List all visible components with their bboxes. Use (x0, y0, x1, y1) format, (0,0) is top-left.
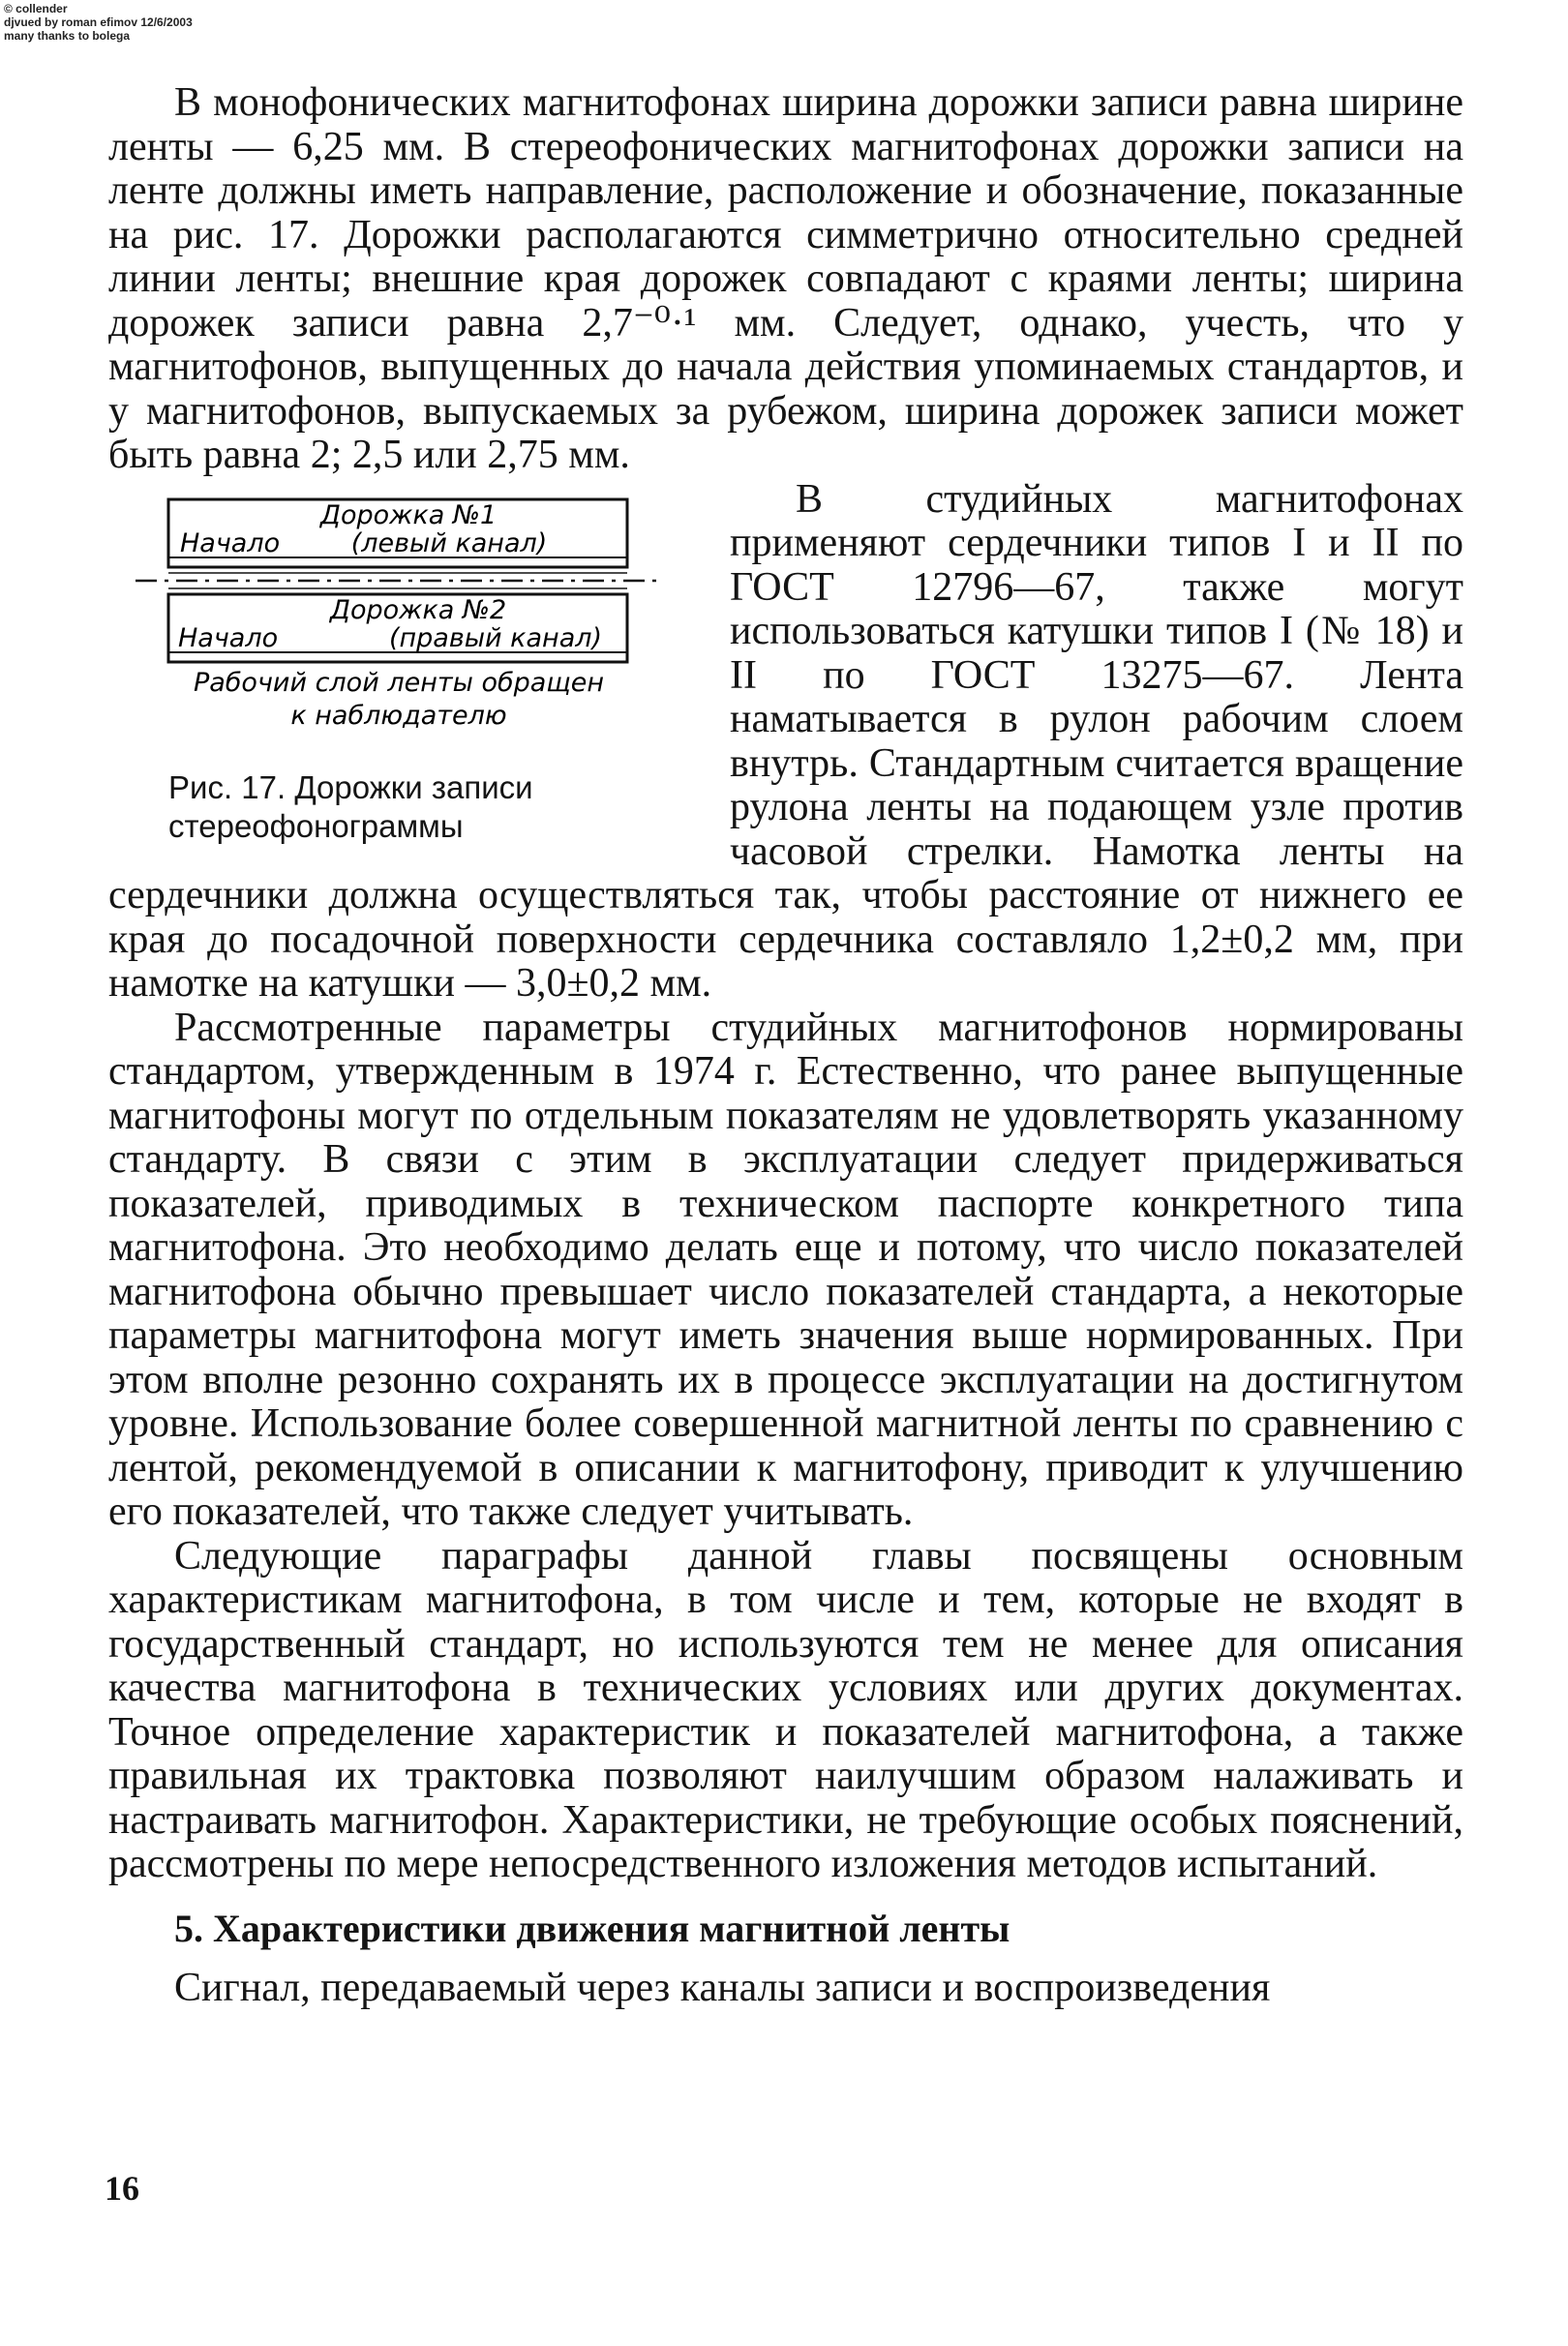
paragraph-4: Следующие параграфы данной главы посвящены основным характеристикам магнитофона, в том числе и тем, которые не входят в государственный стандарт, но используются тем не менее для описания качества магнитофона в технических условиях или других документах. Точное определение характеристик и показателей магнитофона, а также правильная их трактовка позволяют наилучшим образом налаживать и настраивать магнитофон. Характеристики, не требующие особых пояснений, рассмотрены по мере непосредственного изложения методов испытаний. (108, 1533, 1463, 1886)
figure-caption: Рис. 17. Дорожки записи стереофонограммы (168, 768, 533, 844)
track-1-start: Начало (180, 527, 281, 558)
paragraph-3: Рассмотренные параметры студийных магнитофонов нормированы стандартом, утвержденным в 1974 г. Естественно, что ранее выпущенные магнитофоны могут по отдельным показателям не удовлетворять указанному стандарту. В связи с этим в эксплуатации следует придерживаться показателей, приводимых в техническом паспорте конкретного типа магнитофона. Это необходимо делать еще и потому, что число показателей магнитофона обычно превышает число показателей стандарта, а некоторые параметры магнитофона могут иметь значения выше нормированных. При этом вполне резонно сохранять их в процессе эксплуатации на достигнутом уровне. Использование более совершенной магнитной ленты по сравнению с лентой, рекомендуемой в описании к магнитофону, приводит к улучшению его показателей, что также следует учитывать. (108, 1005, 1463, 1534)
paragraph-1: В монофонических магнитофонах ширина дорожки записи равна ширине ленты — 6,25 мм. В стереофонических магнитофонах дорожки записи на ленте должны иметь направление, расположение и обозначение, показанные на рис. 17. Дорожки располагаются симметрично относительно средней линии ленты; внешние края дорожек совпадают с краями ленты; ширина дорожек записи равна 2,7⁻⁰·¹ мм. Следует, однако, учесть, что у магнитофонов, выпущенных до начала действия упоминаемых стандартов, и у магнитофонов, выпускаемых за рубежом, ширина дорожек записи может быть равна 2; 2,5 или 2,75 мм. (108, 80, 1463, 477)
track-1-title: Дорожка №1 (319, 499, 498, 530)
paragraph-2: В студийных магнитофонах применяют сердечники типов I и II по ГОСТ 12796—67, также могут использоваться катушки типов I (№ 18) и II по ГОСТ 13275—67. Лента наматывается в рулон рабочим слоем внутрь. Стандартным считается вращение рулона ленты на подающем узле против часовой стрелки. Намотка ленты на сердечники должна осуществляться так, чтобы расстояние от нижнего ее края до посадочной поверхности сердечника составляло 1,2±0,2 мм, при намотке на катушки — 3,0±0,2 мм. (108, 476, 1463, 1006)
track-2-title: Дорожка №2 (329, 594, 507, 625)
watermark-line: djvued by roman efimov 12/6/2003 (4, 15, 193, 29)
page-body (108, 81, 1463, 2010)
figure-note-line-2: к наблюдателю (290, 700, 507, 731)
paragraph-5: Сигнал, передаваемый через каналы записи и воспроизведения (174, 1965, 1271, 2010)
watermark-line: © collender (4, 2, 68, 15)
watermark (4, 2, 193, 43)
track-2-start: Начало (178, 622, 279, 653)
page-number: 16 (105, 2169, 139, 2208)
track-1-channel: (левый канал) (350, 527, 548, 558)
section-title: 5. Характеристики движения магнитной ленты (174, 1906, 1010, 1950)
figure-17 (108, 492, 695, 846)
figure-note-line-1: Рабочий слой ленты обращен (193, 667, 605, 698)
track-2-channel: (правый канал) (388, 622, 603, 653)
watermark-line: many thanks to bolega (4, 29, 131, 43)
tape-tracks-diagram (108, 492, 695, 745)
